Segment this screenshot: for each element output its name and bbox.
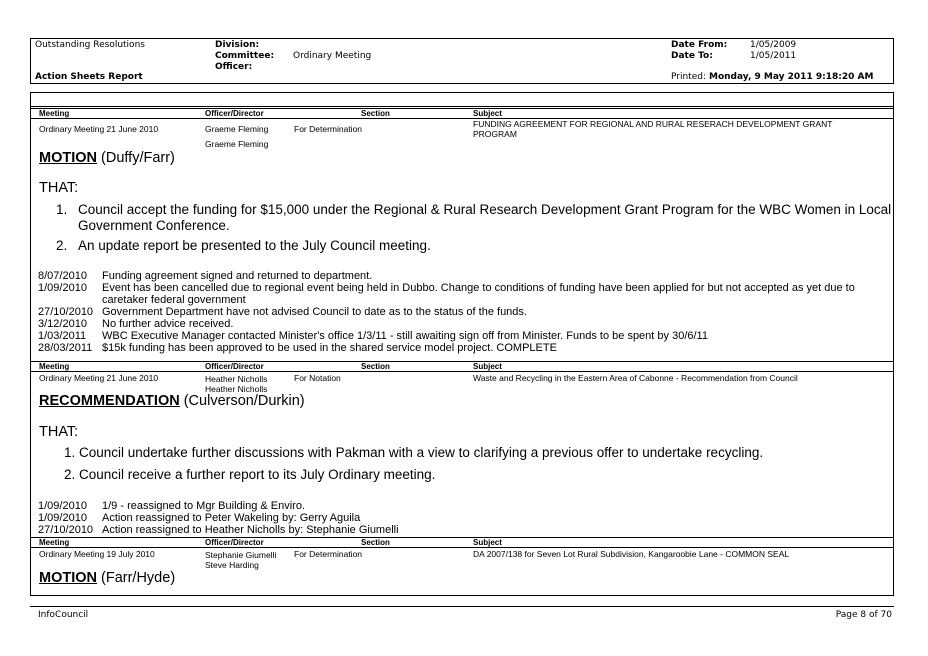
col-officer-header: Officer/Director	[205, 109, 264, 118]
date-from-value: 1/05/2009	[750, 40, 797, 50]
history-date: 3/12/2010	[38, 318, 87, 330]
col-section-header: Section	[361, 109, 390, 118]
footer-page-number: Page 8 of 70	[835, 610, 892, 620]
history-date: 28/03/2011	[38, 342, 93, 354]
top-divider	[30, 106, 894, 107]
motion-heading	[39, 570, 175, 587]
history-date: 1/03/2011	[38, 330, 87, 342]
history-text: Event has been cancelled due to regional event being held in Dubbo. Change to conditions of funding have been applied for but not accepted as yet due to	[102, 282, 855, 294]
report-type: Action Sheets Report	[35, 72, 143, 82]
resolution-point	[56, 202, 896, 234]
footer-app-name: InfoCouncil	[38, 610, 89, 620]
col-officer-header: Officer/Director	[205, 538, 264, 547]
history-text: Funding agreement signed and returned to department.	[102, 270, 373, 282]
point-number: 2.	[64, 467, 76, 482]
date-to-label: Date To:	[671, 51, 713, 61]
item-officer: Stephanie Giumelli	[205, 550, 277, 560]
item-director: Heather Nicholls	[205, 384, 268, 394]
history-text: No further advice received.	[102, 318, 234, 330]
date-to-value: 1/05/2011	[750, 51, 797, 61]
recommendation-heading	[39, 393, 305, 410]
item-director: Steve Harding	[205, 560, 259, 570]
item-section: For Determination	[294, 549, 363, 559]
history-text: $15k funding has been approved to be used in the shared service model project. COMPLETE	[102, 342, 557, 354]
history-text-continued: caretaker federal government	[102, 294, 246, 306]
history-date: 8/07/2010	[38, 270, 87, 282]
recommendation-label: RECOMMENDATION	[39, 393, 180, 409]
item-meeting: Ordinary Meeting 21 June 2010	[39, 373, 159, 383]
printed-value: Monday, 9 May 2011 9:18:20 AM	[709, 72, 874, 82]
col-subject-header: Subject	[473, 109, 502, 118]
history-text: Action reassigned to Heather Nicholls by: Stephanie Giumelli	[102, 524, 399, 536]
col-meeting-header: Meeting	[39, 109, 70, 118]
point-text: Council undertake further discussions with Pakman with a view to clarifying a previous offer to undertake recycling.	[79, 445, 764, 460]
history-text: 1/9 - reassigned to Mgr Building & Enviro.	[102, 500, 305, 512]
column-header-bottom-border	[30, 547, 894, 548]
col-subject-header: Subject	[473, 362, 502, 371]
history-date: 27/10/2010	[38, 306, 94, 318]
footer-rule	[30, 606, 894, 607]
committee-label: Committee:	[215, 51, 275, 61]
history-text: Government Department have not advised Council to date as to the status of the funds.	[102, 306, 527, 318]
column-header-bottom-border	[30, 371, 894, 372]
motion-label: MOTION	[39, 570, 97, 586]
resolution-point	[64, 467, 884, 483]
resolution-that: THAT:	[39, 180, 79, 196]
point-text: Council receive a further report to its July Ordinary meeting.	[79, 467, 436, 482]
officer-label: Officer:	[215, 62, 253, 72]
col-meeting-header: Meeting	[39, 362, 70, 371]
item-meeting: Ordinary Meeting 21 June 2010	[39, 124, 159, 134]
history-date: 1/09/2010	[38, 282, 87, 294]
point-number: 1.	[64, 445, 76, 460]
history-date: 27/10/2010	[38, 524, 94, 536]
resolution-point	[64, 445, 884, 461]
motion-heading	[39, 150, 175, 167]
action-history	[38, 270, 888, 360]
history-date: 1/09/2010	[38, 512, 87, 524]
item-subject-line1: Waste and Recycling in the Eastern Area of Cabonne - Recommendation from Council	[473, 373, 798, 383]
printed-label: Printed:	[671, 72, 706, 82]
point-text: Council accept the funding for $15,000 under the Regional & Rural Research Development Grant Program for the WBC Women in Local Government Conference.	[78, 202, 892, 233]
item-meeting: Ordinary Meeting 19 July 2010	[39, 549, 155, 559]
point-number: 1.	[56, 202, 68, 217]
column-header-top-border	[30, 537, 894, 538]
col-meeting-header: Meeting	[39, 538, 70, 547]
resolution-that: THAT:	[39, 424, 79, 440]
column-header-top-border	[30, 361, 894, 362]
col-section-header: Section	[361, 538, 390, 547]
recommendation-movers: (Culverson/Durkin)	[179, 393, 305, 409]
item-section: For Notation	[294, 373, 341, 383]
item-director: Graeme Fleming	[205, 139, 269, 149]
report-name: Outstanding Resolutions	[35, 40, 145, 50]
motion-movers: (Farr/Hyde)	[97, 570, 176, 586]
item-officer: Graeme Fleming	[205, 124, 269, 134]
history-text: WBC Executive Manager contacted Minister's office 1/3/11 - still awaiting sign off from Minister. Funds to be spent by 30/6/11	[102, 330, 708, 342]
division-label: Division:	[215, 40, 260, 50]
motion-label: MOTION	[39, 150, 97, 166]
item-officer: Heather Nicholls	[205, 374, 268, 384]
item-section: For Determination	[294, 124, 363, 134]
history-text: Action reassigned to Peter Wakeling by: Gerry Aguila	[102, 512, 361, 524]
committee-value: Ordinary Meeting	[293, 51, 372, 61]
resolution-point	[56, 238, 896, 254]
action-history	[38, 500, 888, 536]
item-subject-line1: DA 2007/138 for Seven Lot Rural Subdivision, Kangaroobie Lane - COMMON SEAL	[473, 549, 790, 559]
col-section-header: Section	[361, 362, 390, 371]
motion-movers: (Duffy/Farr)	[97, 150, 175, 166]
date-from-label: Date From:	[671, 40, 728, 50]
col-subject-header: Subject	[473, 538, 502, 547]
item-subject-line2: PROGRAM	[473, 129, 517, 139]
column-header-top-border	[30, 108, 894, 109]
history-date: 1/09/2010	[38, 500, 87, 512]
point-text: An update report be presented to the July Council meeting.	[78, 238, 431, 253]
col-officer-header: Officer/Director	[205, 362, 264, 371]
item-subject-line1: FUNDING AGREEMENT FOR REGIONAL AND RURAL RESERACH DEVELOPMENT GRANT	[473, 119, 833, 129]
point-number: 2.	[56, 238, 68, 253]
